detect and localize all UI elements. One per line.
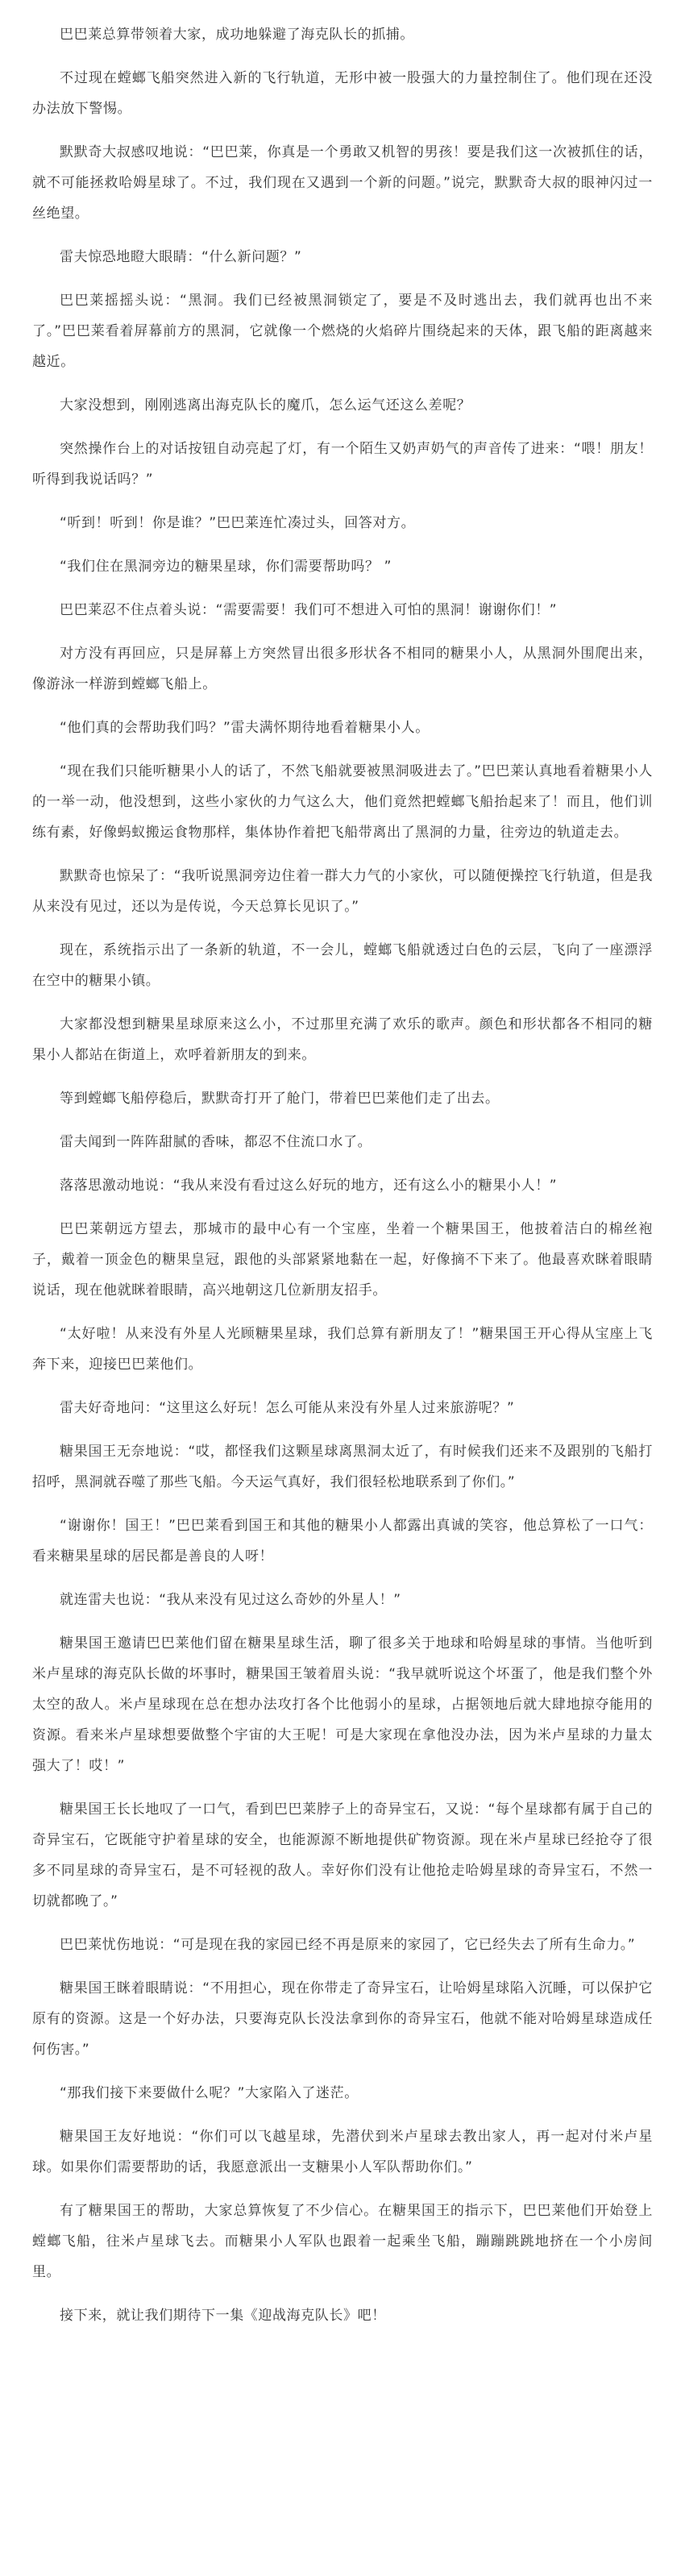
paragraph: 默默奇大叔感叹地说：“巴巴莱，你真是一个勇敢又机智的男孩！要是我们这一次被抓住的话，就不可能拯救哈姆星球了。不过，我们现在又遇到一个新的问题。”说完，默默奇大叔的眼神闪过一丝绝望。 xyxy=(32,144,653,222)
paragraph: “听到！听到！你是谁？”巴巴莱连忙凑过头，回答对方。 xyxy=(60,515,416,531)
paragraph: 落落思激动地说：“我从来没有看过这么好玩的地方，还有这么小的糖果小人！” xyxy=(60,1178,558,1194)
paragraph: 糖果国王眯着眼睛说：“不用担心，现在你带走了奇异宝石，让哈姆星球陷入沉睡，可以保护它原有的资源。这是一个好办法，只要海克队长没法拿到你的奇异宝石，他就不能对哈姆星球造成任何伤害。” xyxy=(32,1980,653,2058)
paragraph: 巴巴莱摇摇头说：“黑洞。我们已经被黑洞锁定了，要是不及时逃出去，我们就再也出不来了。”巴巴莱看着屏幕前方的黑洞，它就像一个燃烧的火焰碎片围绕起来的天体，跟飞船的距离越来越近。 xyxy=(32,293,653,370)
paragraph: 糖果国王邀请巴巴莱他们留在糖果星球生活，聊了很多关于地球和哈姆星球的事情。当他听到米卢星球的海克队长做的坏事时，糖果国王皱着眉头说：“我早就听说这个坏蛋了，他是我们整个外太空的敌人。米卢星球现在总在想办法攻打各个比他弱小的星球，占据领地后就大肆地掠夺能用的资源。看来米卢星球想要做整个宇宙的大王呢！可是大家现在拿他没办法，因为米卢星球的力量太强大了！哎！” xyxy=(32,1635,653,1774)
paragraph: 就连雷夫也说：“我从来没有见过这么奇妙的外星人！” xyxy=(60,1592,401,1608)
paragraph: 糖果国王无奈地说：“哎，都怪我们这颗星球离黑洞太近了，有时候我们还来不及跟别的飞船打招呼，黑洞就吞噬了那些飞船。今天运气真好，我们很轻松地联系到了你们。” xyxy=(32,1444,653,1490)
paragraph: 糖果国王友好地说：“你们可以飞越星球，先潜伏到米卢星球去教出家人，再一起对付米卢星球。如果你们需要帮助的话，我愿意派出一支糖果小人军队帮助你们。” xyxy=(32,2129,653,2175)
paragraph: 有了糖果国王的帮助，大家总算恢复了不少信心。在糖果国王的指示下，巴巴莱他们开始登上螳螂飞船，往米卢星球飞去。而糖果小人军队也跟着一起乘坐飞船，蹦蹦跳跳地挤在一个小房间里。 xyxy=(32,2203,653,2280)
paragraph: “我们住在黑洞旁边的糖果星球，你们需要帮助吗？ ” xyxy=(60,559,392,575)
paragraph: 巴巴莱忍不住点着头说：“需要需要！我们可不想进入可怕的黑洞！谢谢你们！” xyxy=(60,602,558,618)
paragraph: 大家都没想到糖果星球原来这么小，不过那里充满了欢乐的歌声。颜色和形状都各不相同的糖果小人都站在街道上，欢呼着新朋友的到来。 xyxy=(32,1016,653,1063)
paragraph: “太好啦！从来没有外星人光顾糖果星球，我们总算有新朋友了！”糖果国王开心得从宝座上飞奔下来，迎接巴巴莱他们。 xyxy=(32,1326,653,1373)
paragraph: 不过现在螳螂飞船突然进入新的飞行轨道，无形中被一股强大的力量控制住了。他们现在还没办法放下警惕。 xyxy=(32,70,653,117)
paragraph: 现在，系统指示出了一条新的轨道，不一会儿，螳螂飞船就透过白色的云层，飞向了一座漂浮在空中的糖果小镇。 xyxy=(32,942,653,989)
paragraph: “那我们接下来要做什么呢？”大家陷入了迷茫。 xyxy=(60,2085,359,2101)
paragraph: 雷夫好奇地问：“这里这么好玩！怎么可能从来没有外星人过来旅游呢？” xyxy=(60,1400,515,1416)
paragraph: 巴巴莱总算带领着大家，成功地躲避了海克队长的抓捕。 xyxy=(60,27,414,43)
paragraph: 大家没想到，刚刚逃离出海克队长的魔爪，怎么运气还这么差呢？ xyxy=(60,397,471,413)
paragraph: 默默奇也惊呆了：“我听说黑洞旁边住着一群大力气的小家伙，可以随便操控飞行轨道，但是我从来没有见过，还以为是传说，今天总算长见识了。” xyxy=(32,868,653,915)
paragraph: 对方没有再回应，只是屏幕上方突然冒出很多形状各不相同的糖果小人，从黑洞外围爬出来，像游泳一样游到螳螂飞船上。 xyxy=(32,646,653,692)
paragraph: “他们真的会帮助我们吗？”雷夫满怀期待地看着糖果小人。 xyxy=(60,720,430,736)
paragraph: “谢谢你！国王！”巴巴莱看到国王和其他的糖果小人都露出真诚的笑容，他总算松了一口气：看来糖果星球的居民都是善良的人呀！ xyxy=(32,1518,653,1564)
paragraph: 雷夫惊恐地瞪大眼睛：“什么新问题？” xyxy=(60,249,302,265)
paragraph: 接下来，就让我们期待下一集《迎战海克队长》吧！ xyxy=(60,2308,386,2324)
paragraph: 雷夫闻到一阵阵甜腻的香味，都忍不住流口水了。 xyxy=(60,1134,372,1150)
paragraph: 等到螳螂飞船停稳后，默默奇打开了舱门，带着巴巴莱他们走了出去。 xyxy=(60,1091,500,1107)
paragraph: 糖果国王长长地叹了一口气，看到巴巴莱脖子上的奇异宝石，又说：“每个星球都有属于自己的奇异宝石，它既能守护着星球的安全，也能源源不断地提供矿物资源。现在米卢星球已经抢夺了很多不同星球的奇异宝石，是不可轻视的敌人。幸好你们没有让他抢走哈姆星球的奇异宝石，不然一切就都晚了。” xyxy=(32,1801,653,1909)
paragraph: 巴巴莱忧伤地说：“可是现在我的家园已经不再是原来的家园了，它已经失去了所有生命力。” xyxy=(60,1937,636,1953)
paragraph: 巴巴莱朝远方望去，那城市的最中心有一个宝座，坐着一个糖果国王，他披着洁白的棉丝袍子，戴着一顶金色的糖果皇冠，跟他的头部紧紧地黏在一起，好像摘不下来了。他最喜欢眯着眼睛说话，现在他就眯着眼睛，高兴地朝这几位新朋友招手。 xyxy=(32,1221,653,1298)
paragraph: “现在我们只能听糖果小人的话了，不然飞船就要被黑洞吸进去了。”巴巴莱认真地看着糖果小人的一举一动，他没想到，这些小家伙的力气这么大，他们竟然把螳螂飞船抬起来了！而且，他们训练有素，好像蚂蚁搬运食物那样，集体协作着把飞船带离出了黑洞的力量，往旁边的轨道走去。 xyxy=(32,763,653,841)
paragraph: 突然操作台上的对话按钮自动亮起了灯，有一个陌生又奶声奶气的声音传了进来：“喂！朋友！听得到我说话吗？” xyxy=(32,441,653,488)
